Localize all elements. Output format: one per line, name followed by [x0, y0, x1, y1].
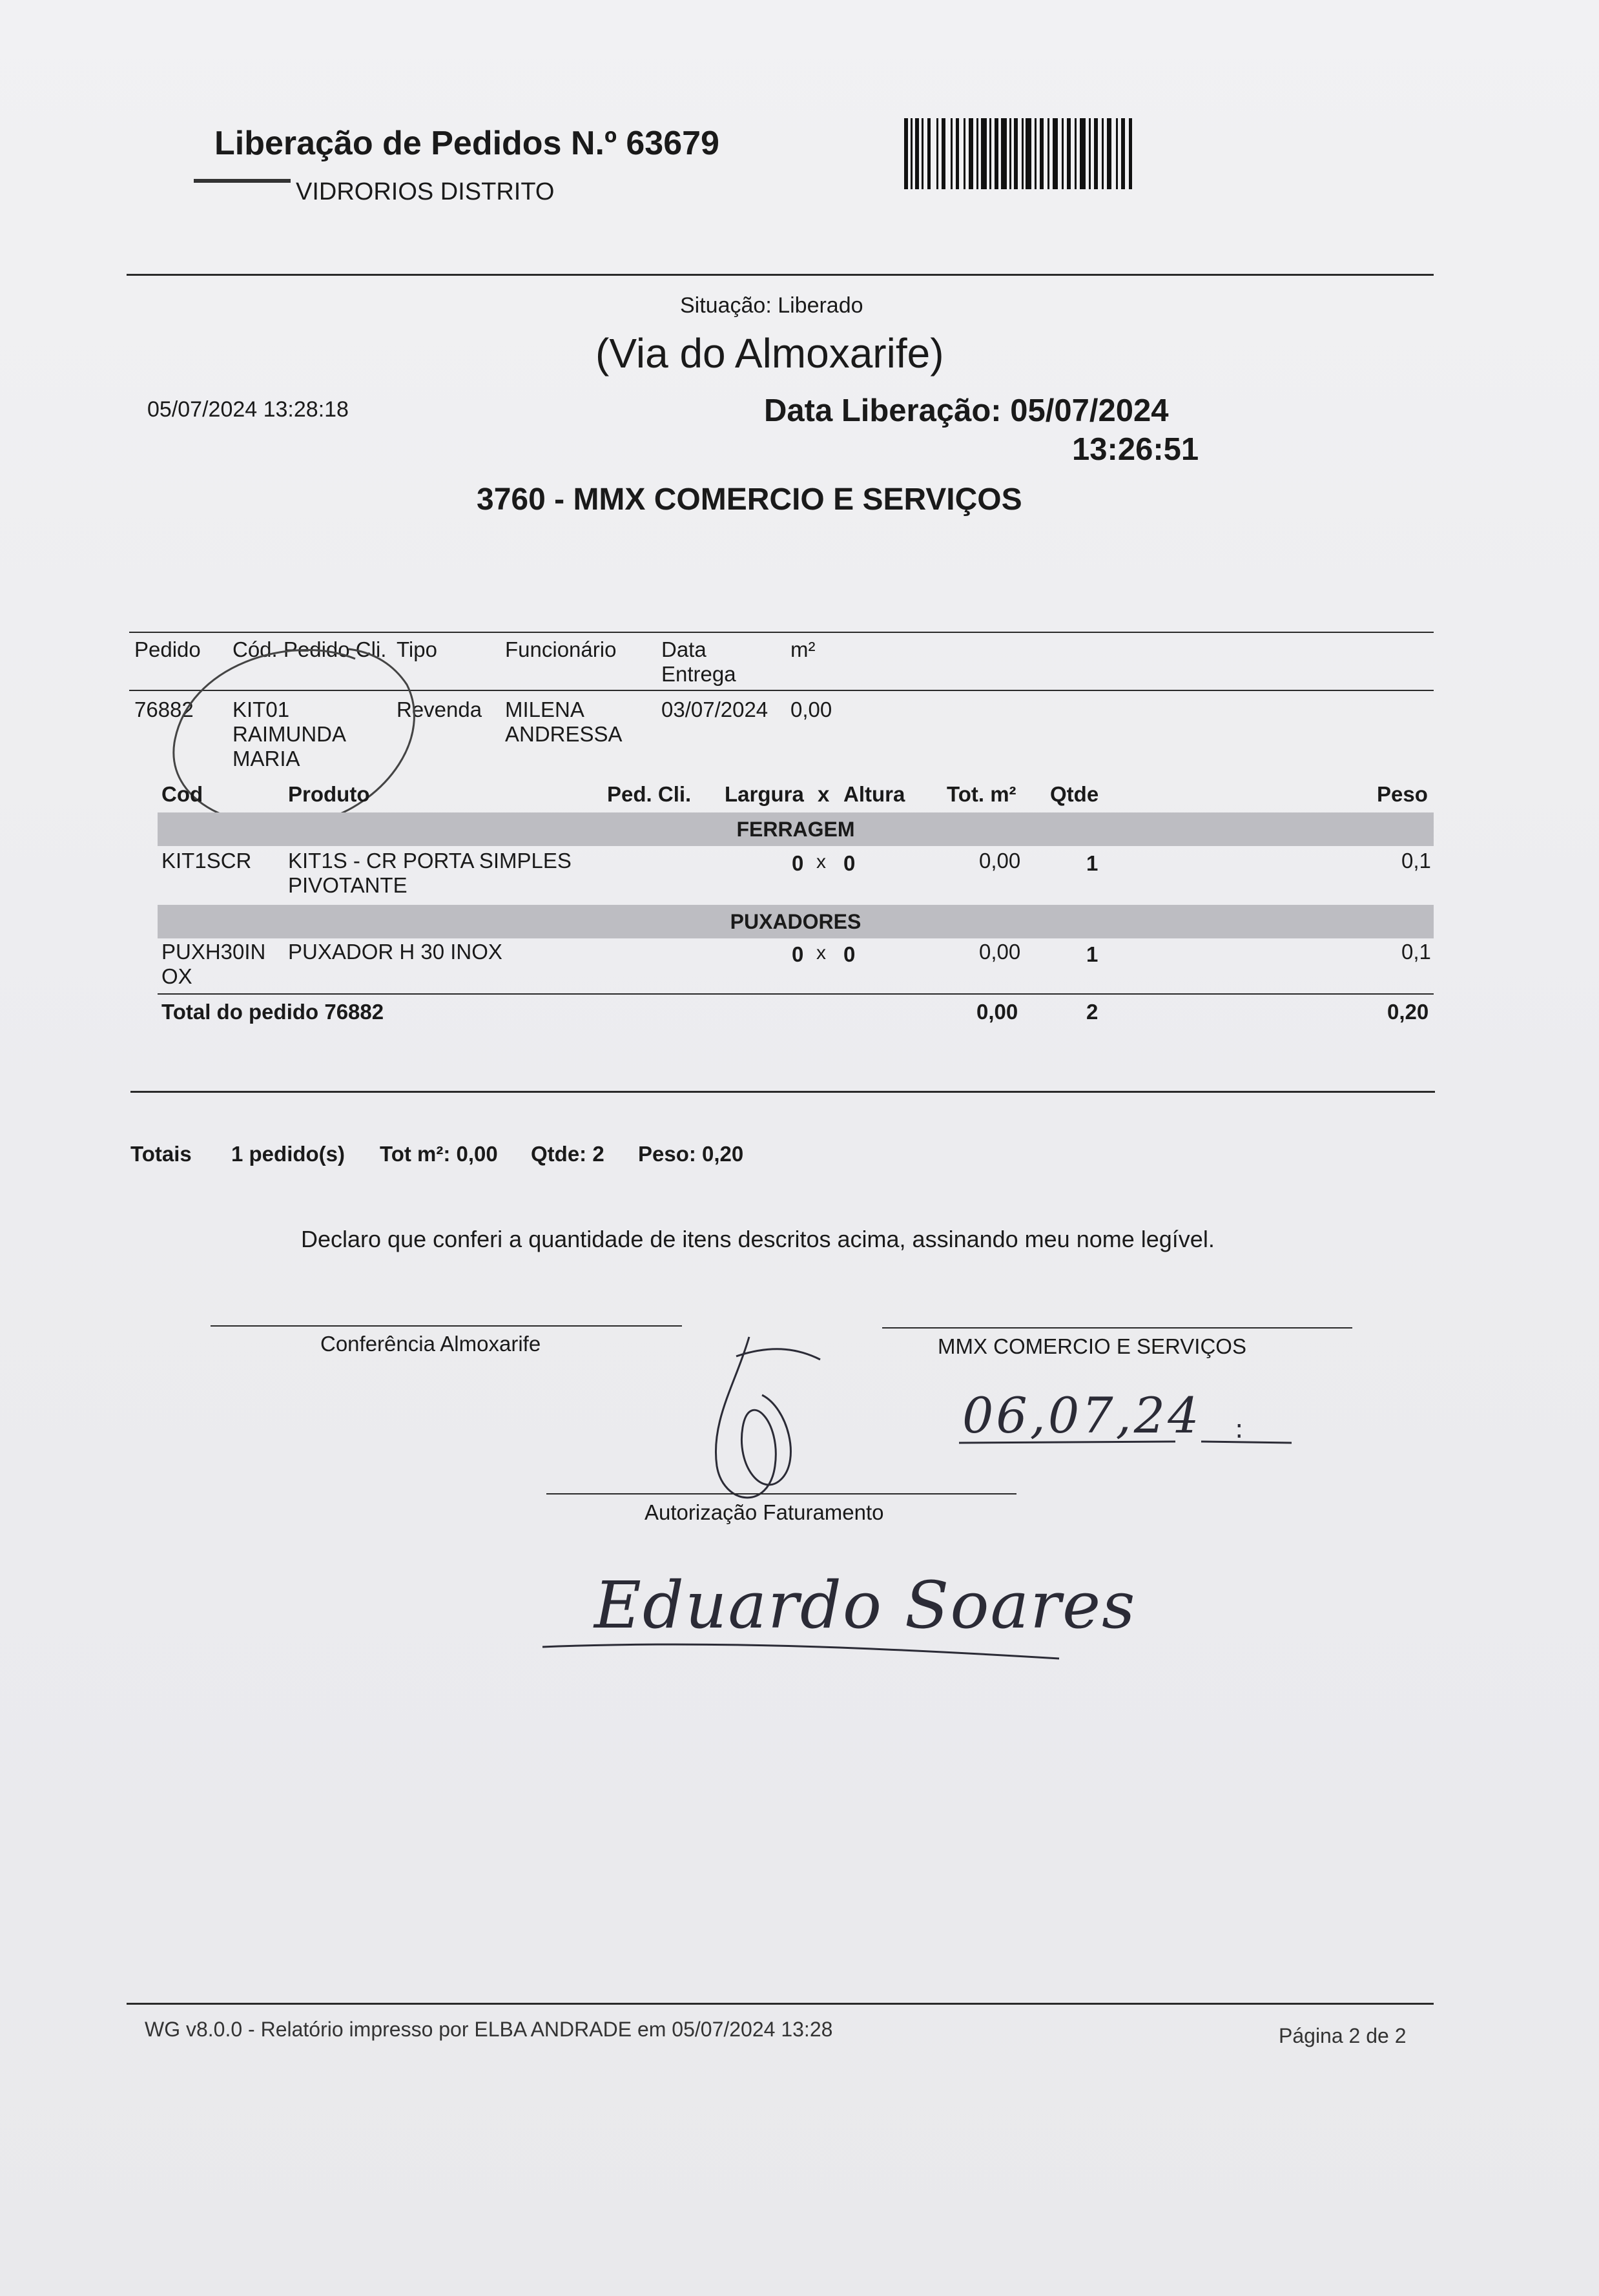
totais-label: Totais [130, 1142, 192, 1166]
order-data-entrega: 03/07/2024 [661, 698, 769, 721]
company-subtitle: VIDRORIOS DISTRITO [296, 178, 555, 205]
divider [127, 274, 1434, 276]
col-header-cod-pedido-cli: Cód. Pedido Cli. [232, 637, 387, 661]
print-datetime: 05/07/2024 13:28:18 [147, 397, 349, 422]
item-peso: 0,1 [1401, 849, 1431, 873]
group-name: FERRAGEM [736, 818, 855, 841]
footer-page-number: Página 2 de 2 [1279, 2024, 1407, 2047]
item-qtde: 1 [1086, 942, 1099, 966]
data-liberacao-time: 13:26:51 [1072, 432, 1199, 467]
footer-printed-by: WG v8.0.0 - Relatório impresso por ELBA ANDRADE em 05/07/2024 13:28 [145, 2018, 833, 2041]
item-produto: KIT1S - CR PORTA SIMPLES PIVOTANTE [288, 849, 572, 897]
item-cod: KIT1SCR [161, 849, 252, 873]
order-cod-pedido-cli: KIT01 RAIMUNDA MARIA [232, 698, 346, 771]
group-name: PUXADORES [730, 910, 861, 933]
col-header-pedido: Pedido [134, 637, 201, 661]
item-largura: 0 [792, 942, 804, 966]
col-header-m2: m² [790, 637, 816, 661]
col-header-tipo: Tipo [397, 637, 437, 661]
col-header-largura: Largura [725, 782, 804, 806]
signature-line-autorizacao [546, 1493, 1016, 1494]
svg-text:Eduardo Soares: Eduardo Soares [594, 1567, 1137, 1643]
total-qtde: 2 [1086, 1000, 1099, 1024]
declaration-text: Declaro que conferi a quantidade de itens descritos acima, assinando meu nome legível. [301, 1226, 1215, 1252]
divider [130, 1091, 1435, 1093]
col-header-altura: Altura [843, 782, 905, 806]
col-header-qtde: Qtde [1050, 782, 1099, 806]
col-header-peso: Peso [1377, 782, 1428, 806]
svg-text:06,07,24: 06,07,24 [962, 1387, 1202, 1444]
totais-pedidos: 1 pedido(s) [231, 1142, 346, 1166]
conferencia-label: Conferência Almoxarife [320, 1332, 541, 1356]
barcode-icon [904, 118, 1135, 189]
autorizacao-label: Autorização Faturamento [645, 1500, 884, 1524]
footer-divider [127, 2003, 1434, 2005]
col-header-cod: Cod [161, 782, 203, 806]
totais-tot-m2: Tot m²: 0,00 [380, 1142, 498, 1166]
item-tot-m2: 0,00 [979, 849, 1021, 873]
svg-text::: : [1235, 1414, 1244, 1444]
table-top-line [129, 632, 1434, 633]
handwritten-date [956, 1382, 1305, 1453]
document-title: Liberação de Pedidos N.º 63679 [214, 125, 719, 162]
signature-line-conferencia [211, 1325, 682, 1327]
logo-mark [194, 179, 291, 183]
item-peso: 0,1 [1401, 940, 1431, 964]
total-tot-m2: 0,00 [976, 1000, 1018, 1024]
item-cod: PUXH30INOX [161, 940, 266, 988]
col-header-data-entrega: Data Entrega [661, 637, 736, 686]
totais-peso: Peso: 0,20 [638, 1142, 744, 1166]
col-header-funcionario: Funcionário [505, 637, 617, 661]
handwritten-signature-name [542, 1550, 1137, 1679]
item-altura: 0 [843, 942, 856, 966]
signature-line-mmx [882, 1327, 1352, 1329]
cliente-name: 3760 - MMX COMERCIO E SERVIÇOS [477, 482, 1022, 517]
situacao: Situação: Liberado [680, 293, 863, 318]
group-band-puxadores [158, 905, 1434, 938]
col-header-tot-m2: Tot. m² [947, 782, 1016, 806]
order-m2: 0,00 [790, 698, 832, 721]
mmx-label: MMX COMERCIO E SERVIÇOS [938, 1334, 1246, 1358]
via-label: (Via do Almoxarife) [595, 330, 944, 377]
signature-scribble [697, 1330, 827, 1524]
order-pedido: 76882 [134, 698, 194, 721]
item-qtde: 1 [1086, 851, 1099, 875]
order-tipo: Revenda [397, 698, 482, 721]
item-largura: 0 [792, 851, 804, 875]
col-header-x: x [818, 782, 830, 806]
total-peso: 0,20 [1387, 1000, 1429, 1024]
total-line [158, 993, 1434, 995]
item-x: x [816, 851, 826, 873]
col-header-produto: Produto [288, 782, 370, 806]
item-produto: PUXADOR H 30 INOX [288, 940, 502, 964]
item-x: x [816, 942, 826, 964]
totais-qtde: Qtde: 2 [531, 1142, 604, 1166]
item-altura: 0 [843, 851, 856, 875]
total-label: Total do pedido 76882 [161, 1000, 384, 1024]
item-tot-m2: 0,00 [979, 940, 1021, 964]
col-header-ped-cli: Ped. Cli. [607, 782, 692, 806]
group-band-ferragem [158, 812, 1434, 846]
data-liberacao: Data Liberação: 05/07/2024 [764, 393, 1169, 428]
order-funcionario: MILENA ANDRESSA [505, 698, 623, 746]
